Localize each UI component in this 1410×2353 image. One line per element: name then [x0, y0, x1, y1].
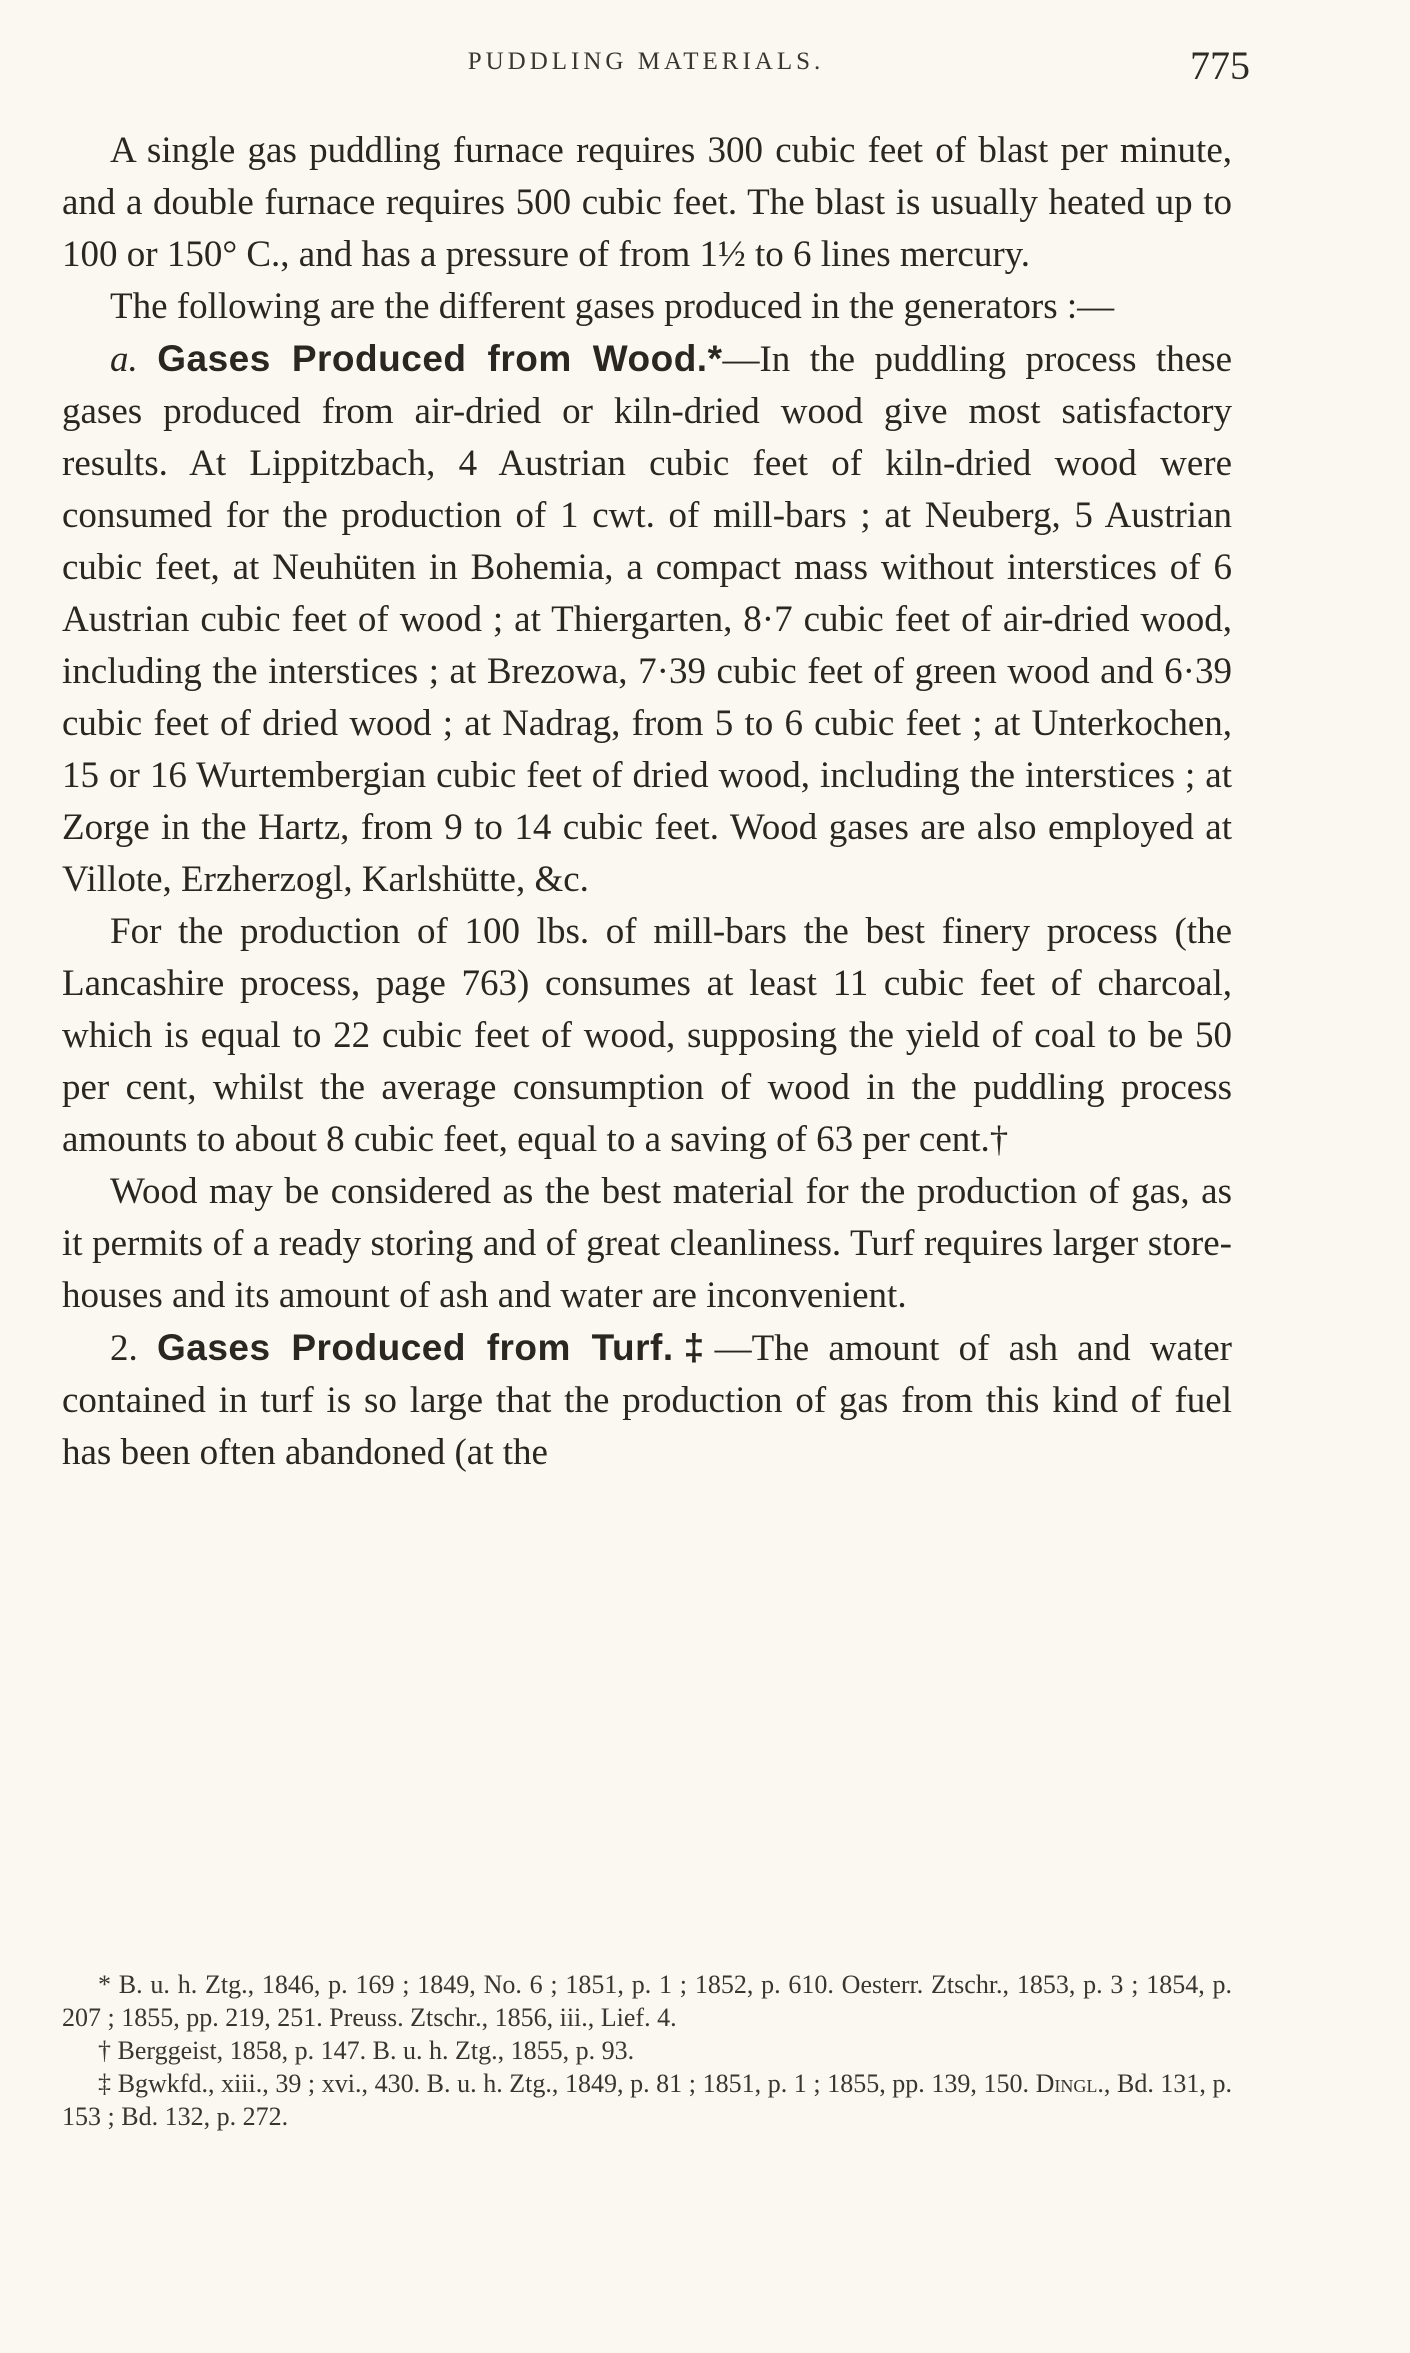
paragraph-blast: A single gas puddling furnace requires 300 cubic feet of blast per minute, and a double furnace requires 500 cubic feet. The blast is usually heated up to 100 or 150° C., and has a pressure of from 1½ to 6 lines mercury. [62, 130, 1232, 275]
running-title: PUDDLING MATERIALS. [467, 48, 825, 75]
paragraph-wood-advantages: Wood may be considered as the best material for the production of gas, as it permits of a ready storing and of great cleanliness. Turf requires larger store-houses and its amount of ash and water are inconvenient. [62, 1171, 1232, 1316]
footnote-author-dingl: Dingl. [1035, 2069, 1104, 2098]
page-header [62, 42, 1250, 102]
page-number: 775 [1190, 43, 1250, 88]
section-heading-wood: Gases Produced from Wood.* [157, 338, 723, 379]
paragraph-turf-gases [62, 1322, 1232, 1479]
footnote-double-dagger-refs: ‡ Bgwkfd., xiii., 39 ; xvi., 430. B. u. h. Ztg., 1849, p. 81 ; 1851, p. 1 ; 1855, pp. 139, 150. [98, 2069, 1029, 2098]
section-heading-turf: Gases Produced from Turf.‡ [156, 1327, 715, 1368]
body-text [62, 125, 1232, 1479]
section-label-2: 2. [110, 1328, 138, 1369]
footnotes [62, 1968, 1232, 2133]
paragraph-finery-comparison: For the production of 100 lbs. of mill-bars the best finery process (the Lancashire process, page 763) consumes at least 11 cubic feet of charcoal, which is equal to 22 cubic feet of wood, supposing the yield of coal to be 50 per cent, whilst the average consumption of wood in the puddling process amounts to about 8 cubic feet, equal to a saving of 63 per cent.† [62, 911, 1232, 1160]
footnote-double-dagger-tail: , Bd. 131, p. 153 ; Bd. 132, p. 272. [62, 2069, 1233, 2131]
footnote-dagger: † Berggeist, 1858, p. 147. B. u. h. Ztg., 1855, p. 93. [98, 2036, 635, 2065]
section-label-a: a. [110, 339, 138, 380]
footnote-double-dagger [62, 2067, 1232, 2133]
footnote-asterisk: * B. u. h. Ztg., 1846, p. 169 ; 1849, No. 6 ; 1851, p. 1 ; 1852, p. 610. Oesterr. Ztschr., 1853, p. 3 ; 1854, p. 207 ; 1855, pp. 219, 251. Preuss. Ztschr., 1856, iii., Lief. 4. [62, 1970, 1232, 2032]
wood-gases-text: —In the puddling process these gases produced from air-dried or kiln-dried wood give most satisfactory results. At Lippitzbach, 4 Austrian cubic feet of kiln-dried wood were consumed for the production of 1 cwt. of mill-bars ; at Neuberg, 5 Austrian cubic feet, at Neuhüten in Bohemia, a compact mass without interstices of 6 Austrian cubic feet of wood ; at Thiergarten, 8·7 cubic feet of air-dried wood, including the interstices ; at Brezowa, 7·39 cubic feet of green wood and 6·39 cubic feet of dried wood ; at Nadrag, from 5 to 6 cubic feet ; at Unterkochen, 15 or 16 Wurtembergian cubic feet of dried wood, including the interstices ; at Zorge in the Hartz, from 9 to 14 cubic feet. Wood gases are also employed at Villote, Erzherzogl, Karlshütte, &c. [62, 339, 1232, 900]
paragraph-generators: The following are the different gases produced in the generators :— [110, 286, 1115, 327]
turf-gases-text: —The amount of ash and water contained in turf is so large that the production of gas from this kind of fuel has been often abandoned (at the [62, 1328, 1232, 1473]
paragraph-wood-gases [62, 333, 1232, 906]
